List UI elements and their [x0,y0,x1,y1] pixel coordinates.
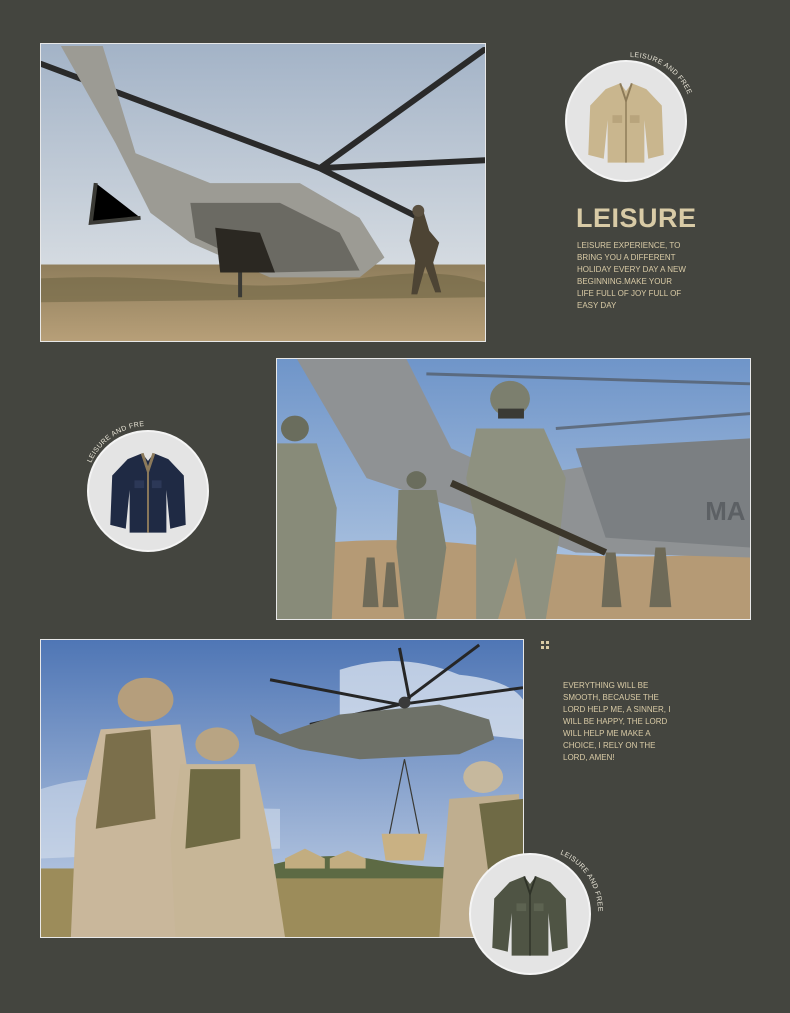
leisure-description: LEISURE EXPERIENCE, TO BRING YOU A DIFFERENT HOLIDAY EVERY DAY A NEW BEGINNING.MAKE YOUR LIFE FULL OF JOY FULL OF EASY DAY [577,241,686,310]
leisure-title: LEISURE [576,203,697,233]
photo-cargo-lift [40,639,524,938]
photo-helicopter-landing [40,43,486,342]
svg-text:LEISURE AND FREEDOM: LEISURE AND FREEDOM [611,40,693,96]
badge-olive-jacket [469,853,591,975]
svg-text:MA: MA [705,497,746,526]
svg-text:LEISURE AND FREEDOM: LEISURE AND FREEDOM [552,843,604,913]
decorative-dots [541,641,549,649]
faith-description: EVERYTHING WILL BE SMOOTH, BECAUSE THE LORD HELP ME, A SINNER, I WILL BE HAPPY, THE LORD WILL HELP ME MAKE A CHOICE, I RELY ON THE LORD, AMEN! [563,681,671,762]
photo-soldiers-advancing [276,358,751,620]
badge-navy-jacket [87,430,209,552]
svg-text:LEISURE AND FREEDOM: LEISURE AND FREEDOM [79,413,145,464]
badge-khaki-jacket [565,60,687,182]
